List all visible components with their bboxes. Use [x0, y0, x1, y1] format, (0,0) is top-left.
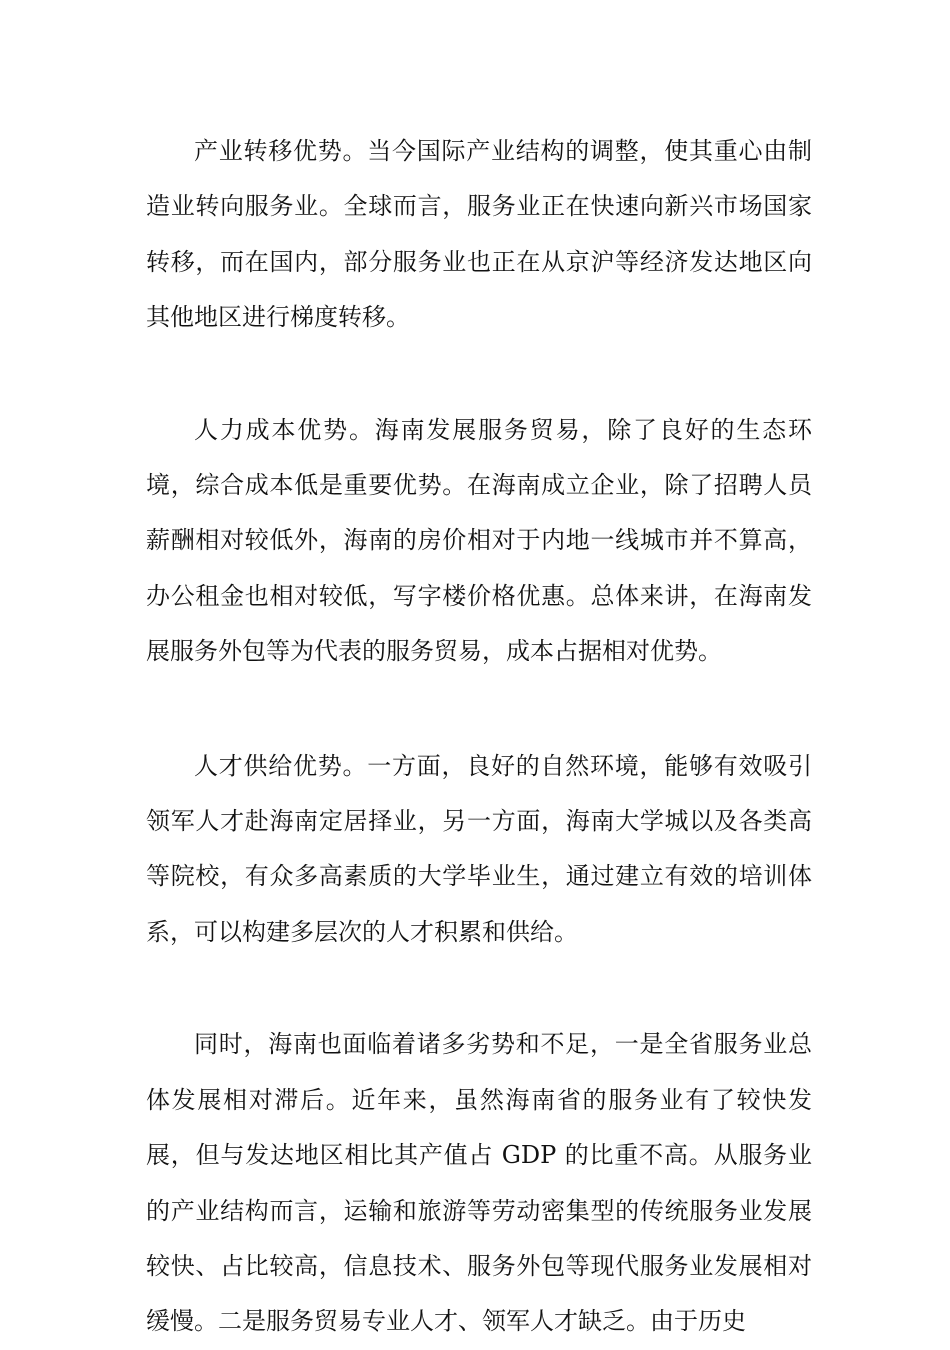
paragraph-weaknesses: 同时，海南也面临着诸多劣势和不足，一是全省服务业总体发展相对滞后。近年来，虽然海南省的服务业有了较快发展，但与发达地区相比其产值占 GDP 的比重不高。从服务业的产业结构而言，运输和旅游等劳动密集型的传统服务业发展较快、占比较高，信息技术、服务外包等现代服务业发展相对缓慢。二是服务贸易专业人才、领军人才缺乏。由于历史 [146, 1030, 812, 1336]
paragraph-talent-supply: 人才供给优势。一方面，良好的自然环境，能够有效吸引领军人才赴海南定居择业，另一方面，海南大学城以及各类高等院校，有众多高素质的大学毕业生，通过建立有效的培训体系，可以构建多层次的人才积累和供给。 [146, 751, 812, 946]
paragraph-labor-cost: 人力成本优势。海南发展服务贸易，除了良好的生态环境，综合成本低是重要优势。在海南成立企业，除了招聘人员薪酬相对较低外，海南的房价相对于内地一线城市并不算高，办公租金也相对较低，写字楼价格优惠。总体来讲，在海南发展服务外包等为代表的服务贸易，成本占据相对优势。 [146, 415, 812, 666]
document-body [146, 124, 812, 1350]
paragraph-industry-transfer: 产业转移优势。当今国际产业结构的调整，使其重心由制造业转向服务业。全球而言，服务业正在快速向新兴市场国家转移，而在国内，部分服务业也正在从京沪等经济发达地区向其他地区进行梯度转移。 [146, 137, 812, 332]
